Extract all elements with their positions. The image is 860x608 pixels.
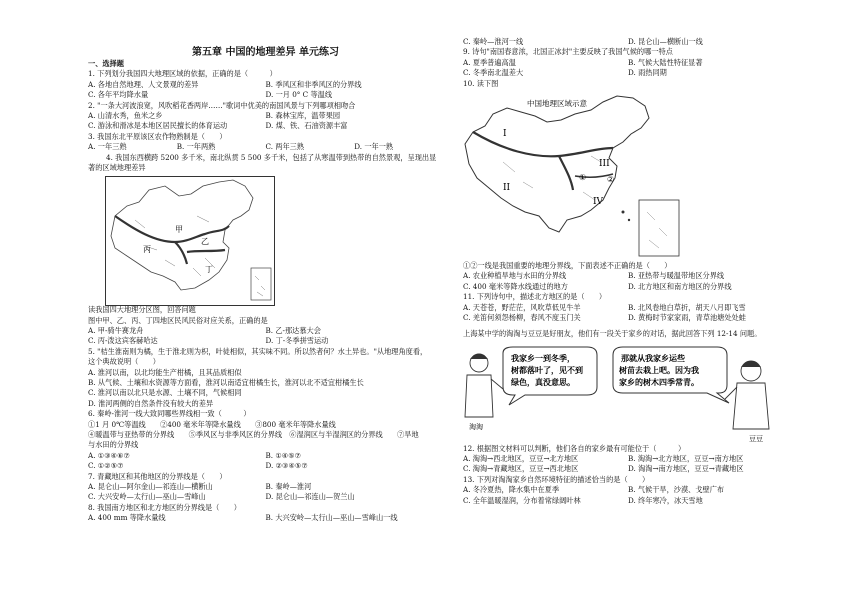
q12-option-b[interactable]: B. 淘淘→北方地区，豆豆→南方地区 xyxy=(628,454,744,464)
name-taotao: 淘淘 xyxy=(469,422,483,431)
q8-option-b[interactable]: B. 大兴安岭—太行山—巫山—雪峰山一线 xyxy=(265,513,398,523)
map2-mark-2: ② xyxy=(607,174,615,184)
section-heading: 一、选择题 xyxy=(88,59,124,68)
q4b-stem: 读我国四大地理分区图，回答问题 xyxy=(88,305,196,315)
map1-label-jia: 甲 xyxy=(175,225,183,235)
q13-option-d[interactable]: D. 终年寒冷，冰天雪地 xyxy=(628,495,703,505)
bubble2-line-3: 家乡的树木四季常青。 xyxy=(619,376,699,387)
q5-stem-2: 这个典故说明（ ） xyxy=(88,357,160,367)
q2-option-a[interactable]: A. 山清水秀，鱼米之乡 xyxy=(88,110,163,120)
map1-label-yi: 乙 xyxy=(201,237,209,247)
china-map-2-svg xyxy=(463,92,691,262)
q11-option-c[interactable]: C. 羌笛何须怨杨柳，春风不度玉门关 xyxy=(463,312,581,322)
q6-option-d[interactable]: D. ②③④⑤⑦ xyxy=(265,461,308,471)
q1-stem: 1. 下列划分我国四大地理区域的依据，正确的是（ ） xyxy=(88,69,277,79)
q11-options-2 xyxy=(463,314,793,324)
q4-stem-2: 著的区域地理差异 xyxy=(88,162,146,172)
q12-option-d[interactable]: D. 淘淘→南方地区，豆豆→青藏地区 xyxy=(628,464,744,474)
q3-option-c[interactable]: C. 两年三熟 xyxy=(265,142,305,152)
page-title: 第五章 中国的地理差异 单元练习 xyxy=(192,47,339,58)
q13-option-a[interactable]: A. 冬冷夏热，降水集中在夏季 xyxy=(463,485,560,495)
q4b-sub: 图中甲、乙、丙、丁四地区民风民俗对应关系，正确的是 xyxy=(88,315,268,325)
q5-stem-1: 5. "桔生淮南则为橘，生于淮北则为枳，叶徒相似，其实味不同。所以然者何？水土异也。"从地理角度看， xyxy=(88,346,428,356)
q12-option-a[interactable]: A. 淘淘→西北地区，豆豆→北方地区 xyxy=(463,454,579,464)
q2-stem: 2. "一条大河波浪宽，风吹稻花香两岸……"歌词中优美的南国风景与下列哪项相吻合 xyxy=(88,100,356,110)
bubble1-line-3: 绿色，真没意思。 xyxy=(511,376,575,387)
q6-row-1: ①1 月 0℃等温线 ②400 毫米年等降水量线 ③800 毫米年等降水量线 xyxy=(88,419,336,429)
map2-title: 中国地理区域示意 xyxy=(527,98,587,108)
q7-option-c[interactable]: C. 大兴安岭—太行山—巫山—雪峰山 xyxy=(88,492,206,502)
q5-option-a[interactable]: A. 淮河以南，以北均能生产柑橘，且其品质相似 xyxy=(88,367,242,377)
bubble2-line-1: 那就从我家乡运些 xyxy=(621,352,685,363)
q7-option-b[interactable]: B. 秦岭—淮河 xyxy=(265,481,312,491)
q6-option-c[interactable]: C. ①②⑤⑦ xyxy=(88,461,124,471)
q4b-option-c[interactable]: C. 丙-泼这宾客赫哈达 xyxy=(88,336,158,346)
q6-stem: 6. 秦岭-淮河一线大致同哪些界线相一致（ ） xyxy=(88,409,251,419)
q3-option-a[interactable]: A. 一年三熟 xyxy=(88,142,127,152)
q3-options xyxy=(88,143,443,153)
q9-option-b[interactable]: B. 气候大陆性特征显著 xyxy=(628,57,703,67)
taotao-figure xyxy=(465,354,503,417)
q8-stem: 8. 我国南方地区和北方地区的分界线是（ ） xyxy=(88,502,241,512)
q4b-option-d[interactable]: D. 丁-冬季拼雪运动 xyxy=(265,336,329,346)
name-doudou: 豆豆 xyxy=(749,434,763,443)
dialogue-svg xyxy=(463,345,793,445)
map2-region-4: IV xyxy=(593,196,604,207)
q13-option-b[interactable]: B. 气候干旱，沙漠、戈壁广布 xyxy=(628,485,725,495)
right-column xyxy=(463,38,793,507)
q5-option-c[interactable]: C. 淮河以南以北只是水源、土壤不同，气候相同 xyxy=(88,388,242,398)
q12-stem: 12. 根据图文材料可以判断，他们各自的家乡最有可能位于（ ） xyxy=(463,443,686,453)
map1-label-ding: 丁 xyxy=(205,265,213,275)
q10-stem: 10. 读下图 xyxy=(463,78,499,88)
map2-region-2: II xyxy=(503,182,511,193)
q5-option-b[interactable]: B. 从气候、土壤和水资源等方面看，淮河以南适宜柑橘生长，淮河以北不适宜柑橘生长 xyxy=(88,378,364,388)
q11-option-d[interactable]: D. 黄梅时节家家雨，青草池塘处处蛙 xyxy=(628,312,746,322)
dialogue-figure xyxy=(463,345,793,445)
q7-option-d[interactable]: D. 昆仑山—祁连山—贺兰山 xyxy=(265,492,355,502)
q13-stem: 13. 下列对淘淘家乡自然环境特征的描述恰当的是（ ） xyxy=(463,474,650,484)
q2-option-d[interactable]: D. 煤、铁、石油资源丰富 xyxy=(265,121,348,131)
china-map-1-svg xyxy=(105,176,275,306)
q13-option-c[interactable]: C. 全年温暖湿润，分布着常绿阔叶林 xyxy=(463,495,581,505)
q10b-option-d[interactable]: D. 北方地区和南方地区的分界线 xyxy=(628,281,732,291)
q6-row-3: 与水田的分界线 xyxy=(88,440,139,450)
q4b-option-a[interactable]: A. 甲-骑牛赛龙舟 xyxy=(88,326,144,336)
q6-option-a[interactable]: A. ①③④⑥⑦ xyxy=(88,450,130,460)
china-region-map-1 xyxy=(105,176,275,306)
dialogue-intro: 上海某中学的淘淘与豆豆是好朋友，他们有一段关于家乡的对话，据此回答下列 12-14 问题。 xyxy=(463,329,762,339)
map1-label-bing: 丙 xyxy=(143,245,151,255)
q9-options-2 xyxy=(463,69,793,79)
q1-option-a[interactable]: A. 各地自然地理、人文景观的差异 xyxy=(88,79,199,89)
q8-option-c[interactable]: C. 秦岭—淮河一线 xyxy=(463,37,524,46)
q9-option-d[interactable]: D. 雨热同期 xyxy=(628,68,667,78)
q1-option-c[interactable]: C. 各年平均降水量 xyxy=(88,90,149,100)
q1-option-d[interactable]: D. 一月 0° C 等温线 xyxy=(265,90,333,100)
q9-stem: 9. 诗句"南国春意浓，北国正冰封"主要反映了我国气候的哪一特点 xyxy=(463,47,673,57)
q11-option-a[interactable]: A. 天苍苍，野茫茫，风吹草低见牛羊 xyxy=(463,302,581,312)
q10b-option-b[interactable]: B. 亚热带与暖温带地区分界线 xyxy=(628,271,725,281)
q4-stem-1: 4. 我国东西横跨 5200 多千米，南北纵贯 5 500 多千米，包括了从寒温带到热带的自然景观，呈现出显 xyxy=(106,152,437,162)
map2-mark-1: ① xyxy=(579,172,587,182)
q11-option-b[interactable]: B. 北风卷地白草折，胡天八月即飞雪 xyxy=(628,302,746,312)
q1-options-2 xyxy=(88,91,443,101)
q10b-stem: ①②一线是我国重要的地理分界线，下面表述不正确的是（ ） xyxy=(463,260,672,270)
q7-option-a[interactable]: A. 昆仑山—阿尔金山—祁连山—横断山 xyxy=(88,481,213,491)
bubble1-line-2: 树都落叶了，见不到 xyxy=(511,364,583,375)
q7-stem: 7. 青藏地区和其他地区的分界线是（ ） xyxy=(88,471,227,481)
q1-option-b[interactable]: B. 季风区和非季风区的分界线 xyxy=(265,79,362,89)
map2-region-1: I xyxy=(503,128,507,139)
q8-options xyxy=(88,514,443,524)
q9-option-a[interactable]: A. 夏季普遍高温 xyxy=(463,57,516,67)
q3-option-b[interactable]: B. 一年两熟 xyxy=(176,142,216,152)
china-region-map-2 xyxy=(463,92,691,262)
left-column xyxy=(88,60,443,525)
q6-options-2 xyxy=(88,462,443,472)
q2-option-c[interactable]: C. 游泳和滑冰是本地区居民擅长的体育运动 xyxy=(88,121,228,131)
q9-option-c[interactable]: C. 冬季南北温差大 xyxy=(463,68,524,78)
q6-row-2: ④暖温带与亚热带的分界线 ⑤季风区与非季风区的分界线 ⑥湿润区与半湿润区的分界线 ⑦旱地 xyxy=(88,429,419,439)
q8-option-a[interactable]: A. 400 mm 等降水量线 xyxy=(88,513,166,523)
q8-option-d[interactable]: D. 昆仑山—横断山一线 xyxy=(628,37,703,46)
q11-stem: 11. 下列诗句中，描述北方地区的是（ ） xyxy=(463,292,607,302)
q13-options-2 xyxy=(463,497,793,507)
q3-stem: 3. 我国东北平原该区农作物熟制是（ ） xyxy=(88,131,227,141)
map2-region-3: III xyxy=(599,158,610,169)
q10b-option-c[interactable]: C. 400 毫米等降水线通过的地方 xyxy=(463,281,568,291)
q12-option-c[interactable]: C. 淘淘→青藏地区，豆豆→西北地区 xyxy=(463,464,579,474)
doudou-figure xyxy=(725,361,769,429)
q10b-option-a[interactable]: A. 农业种植旱地与水田的分界线 xyxy=(463,271,567,281)
bubble1-line-1: 我家乡一到冬季， xyxy=(511,352,575,363)
q3-option-d[interactable]: D. 一年一熟 xyxy=(354,142,394,152)
q5-option-d[interactable]: D. 淮河两侧的自然条件没有较大的差异 xyxy=(88,398,214,408)
q4b-option-b[interactable]: B. 乙-那达慕大会 xyxy=(265,326,321,336)
bubble2-line-2: 树苗去栽上吧。因为我 xyxy=(619,364,699,375)
q6-option-b[interactable]: B. ①④⑤⑦ xyxy=(265,450,302,460)
q2-option-b[interactable]: B. 森林宝库，温带果园 xyxy=(265,110,341,120)
